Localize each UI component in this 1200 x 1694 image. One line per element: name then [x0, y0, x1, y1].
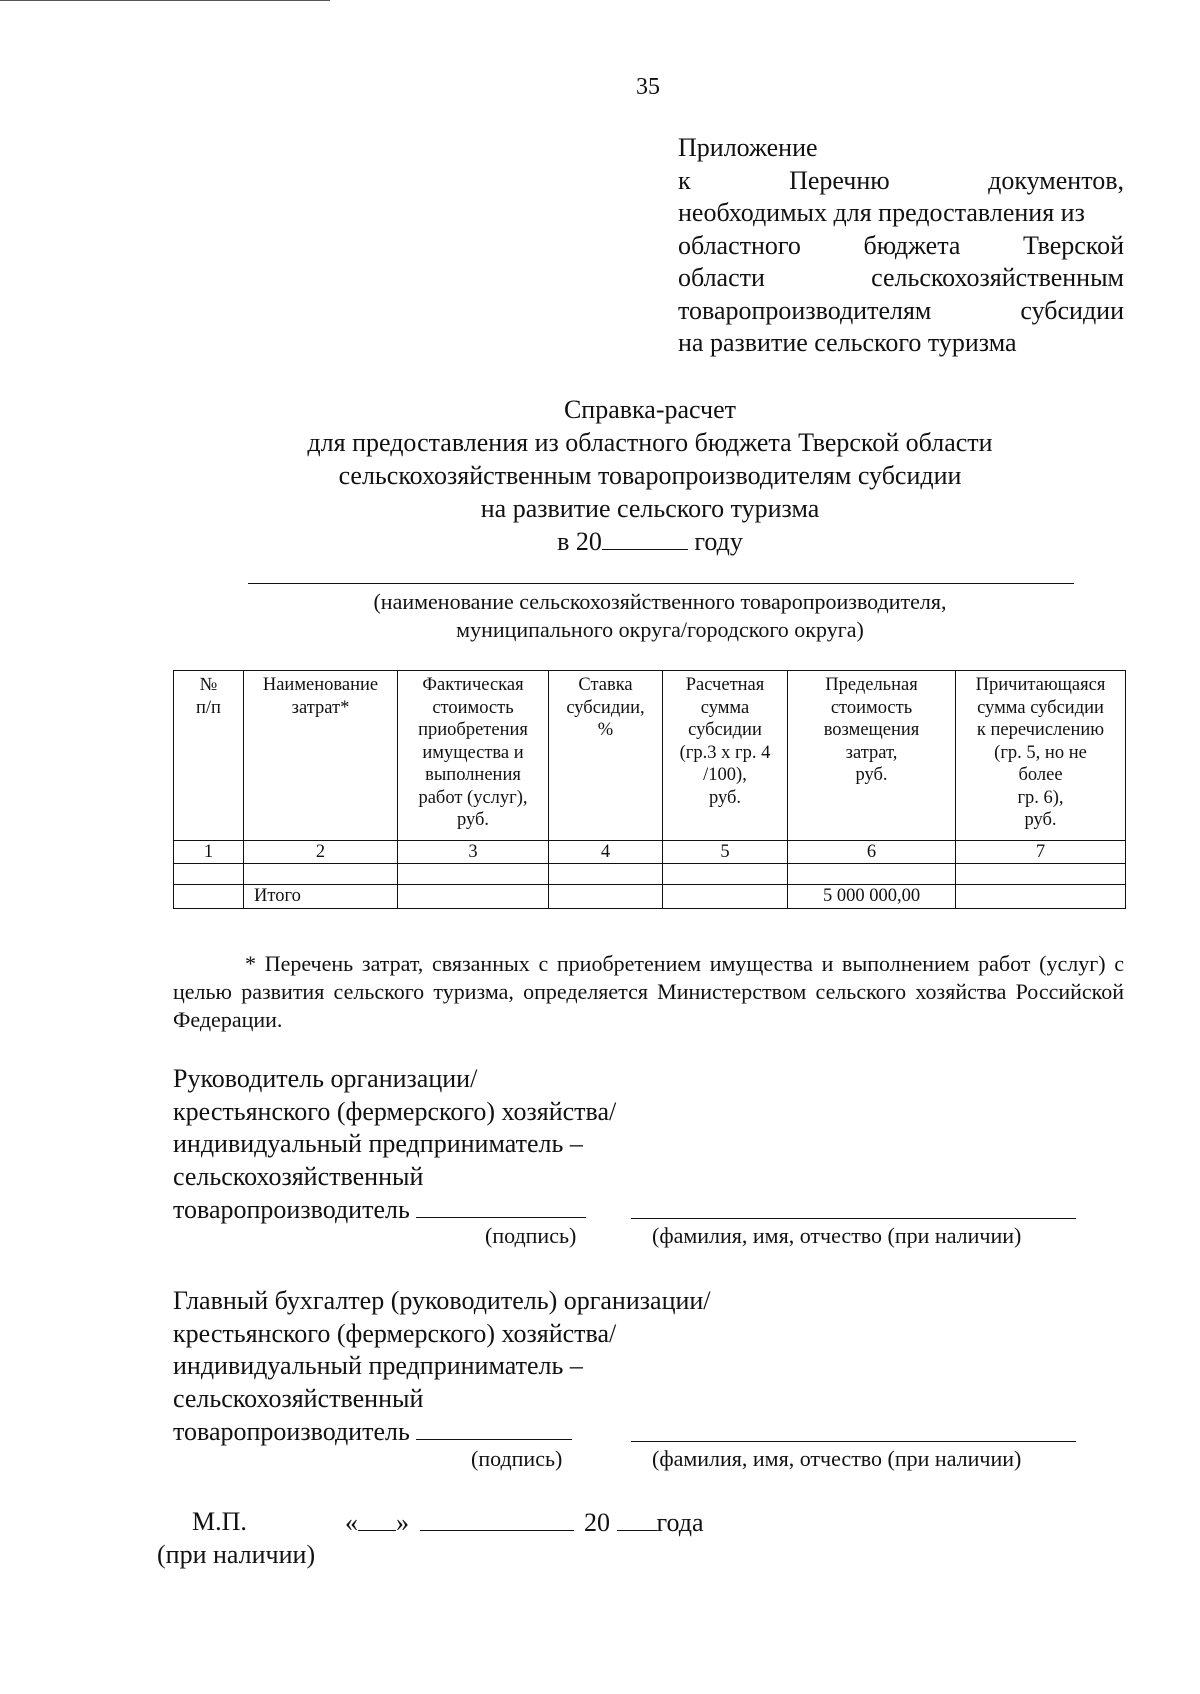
table-cell[interactable] — [398, 885, 549, 909]
accountant-signature-block: Главный бухгалтер (руководитель) организации/ крестьянского (фермерского) хозяйства/ индивидуальный предприниматель – сельскохозяйственный товаропроизводитель — [173, 1286, 711, 1446]
head-signature-block: Руководитель организации/ крестьянского (фермерского) хозяйства/ индивидуальный предприниматель – сельскохозяйственный товаропроизводитель — [173, 1064, 617, 1224]
header-cell-cost-name: Наименование затрат* — [244, 671, 398, 841]
table-cell[interactable] — [788, 864, 956, 885]
producer-name-line[interactable] — [248, 583, 1074, 584]
title-line-3: сельскохозяйственным товаропроизводителям субсидии — [338, 461, 962, 490]
column-number: 3 — [398, 840, 549, 864]
appendix-line-2: к Перечню документов, — [678, 165, 1124, 195]
column-number-row — [174, 840, 1126, 864]
year-blank[interactable] — [602, 527, 688, 550]
table-cell[interactable] — [398, 864, 549, 885]
header-cell-number: № п/п — [174, 671, 244, 841]
column-number: 1 — [174, 840, 244, 864]
table-row-total — [174, 885, 1126, 909]
date-line: « » 20 года — [345, 1508, 704, 1537]
title-line-4: на развитие сельского туризма — [480, 494, 820, 523]
page-number: 35 — [636, 74, 660, 100]
producer-name-caption: (наименование сельскохозяйственного товаропроизводителя, муниципального округа/городского округа) — [373, 589, 947, 642]
header-cell-calculated-sum: Расчетная сумма субсидии (гр.3 х гр. 4 /100), руб. — [663, 671, 788, 841]
appendix-line-4: областного бюджета Тверской — [678, 230, 1125, 260]
table-cell[interactable] — [244, 864, 398, 885]
column-number: 4 — [549, 840, 663, 864]
header-cell-limit: Предельная стоимость возмещения затрат, руб. — [788, 671, 956, 841]
table-cell[interactable] — [549, 885, 663, 909]
day-blank[interactable] — [358, 1506, 396, 1531]
header-cell-actual-cost: Фактическая стоимость приобретения имущества и выполнения работ (услуг), руб. — [398, 671, 549, 841]
total-limit-value: 5 000 000,00 — [788, 885, 956, 909]
table-cell[interactable] — [174, 864, 244, 885]
month-blank[interactable] — [420, 1506, 574, 1531]
table-cell[interactable] — [956, 864, 1126, 885]
title-year-line: в 20 году — [557, 527, 743, 556]
appendix-line-5: области сельскохозяйственным — [678, 263, 1124, 292]
column-number: 2 — [244, 840, 398, 864]
title-line-2: для предоставления из областного бюджета Тверской области — [307, 428, 993, 457]
stamp-label: М.П. — [192, 1507, 247, 1536]
footnote: * Перечень затрат, связанных с приобретением имущества и выполнением работ (услуг) с целью развития сельского туризма, определяется Министерством сельского хозяйства Российской Федерации. — [173, 951, 1124, 1032]
head-signature-line[interactable] — [416, 1193, 586, 1218]
calculation-table — [173, 670, 1126, 909]
document-title — [180, 393, 1120, 558]
year-blank-2[interactable] — [617, 1506, 657, 1531]
table-header-row — [174, 671, 1126, 841]
total-label: Итого — [244, 885, 398, 909]
accountant-name-caption: (фамилия, имя, отчество (при наличии) — [652, 1446, 1022, 1471]
header-cell-rate: Ставка субсидии, % — [549, 671, 663, 841]
table-cell[interactable] — [956, 885, 1126, 909]
column-number: 5 — [663, 840, 788, 864]
table-cell[interactable] — [663, 864, 788, 885]
table-cell[interactable] — [663, 885, 788, 909]
head-name-line[interactable] — [631, 1218, 1076, 1219]
title-line-1: Справка-расчет — [563, 395, 737, 424]
table-cell — [174, 885, 244, 909]
appendix-title: Приложение — [678, 133, 818, 162]
accountant-signature-caption: (подпись) — [471, 1446, 563, 1471]
column-number: 7 — [956, 840, 1126, 864]
appendix-line-7: на развитие сельского туризма — [678, 328, 1017, 357]
appendix-line-6: товаропроизводителям субсидии — [678, 295, 1124, 325]
head-signature-caption: (подпись) — [485, 1223, 577, 1248]
stamp-note: (при наличии) — [157, 1540, 316, 1569]
table-cell[interactable] — [549, 864, 663, 885]
table-row-empty — [174, 864, 1126, 885]
head-name-caption: (фамилия, имя, отчество (при наличии) — [652, 1223, 1022, 1248]
column-number: 6 — [788, 840, 956, 864]
appendix-block — [678, 132, 1124, 360]
appendix-line-3: необходимых для предоставления из — [678, 198, 1085, 227]
accountant-name-line[interactable] — [631, 1441, 1076, 1442]
header-cell-due-sum: Причитающаяся сумма субсидии к перечислению (гр. 5, но не более гр. 6), руб. — [956, 671, 1126, 841]
accountant-signature-line[interactable] — [416, 1415, 572, 1440]
scan-edge-line — [0, 0, 330, 1]
